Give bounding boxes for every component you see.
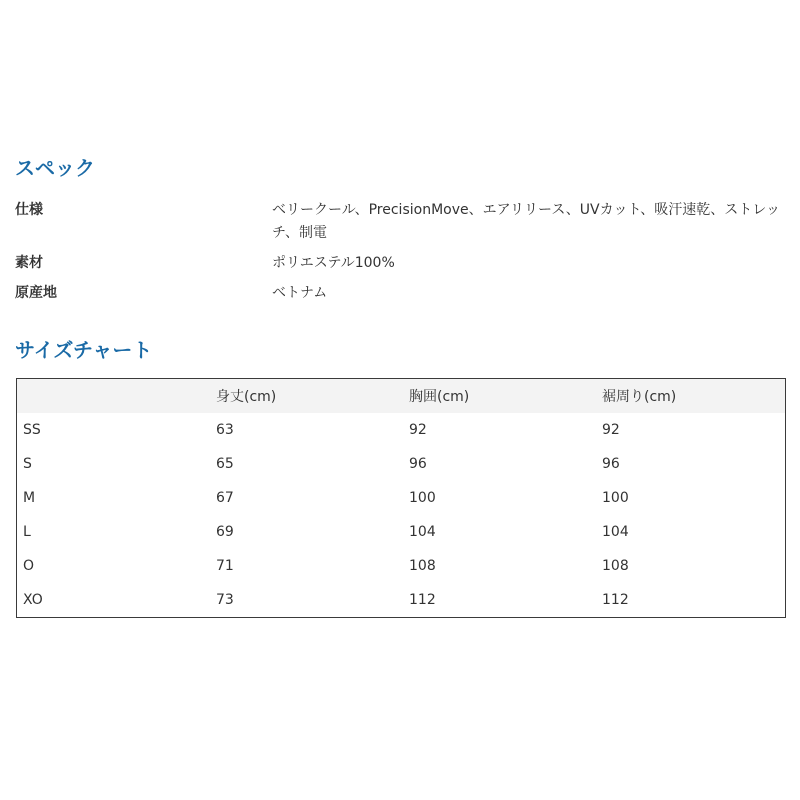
table-cell: 67 xyxy=(216,490,234,506)
spec-value: ベリークール、PrecisionMove、エアリリース、UVカット、吸汗速乾、ストレッチ、制電 xyxy=(272,202,781,241)
table-cell: 69 xyxy=(216,524,234,540)
table-row xyxy=(17,447,785,481)
spec-label: 仕様 xyxy=(15,202,43,218)
table-header-cell: 身丈(cm) xyxy=(216,389,277,405)
table-cell: 65 xyxy=(216,456,234,472)
table-cell: 71 xyxy=(216,558,234,574)
size-chart-heading: サイズチャート xyxy=(15,338,153,362)
table-header-cell: 胸囲(cm) xyxy=(409,389,470,405)
table-cell: S xyxy=(23,456,32,472)
size-chart-table xyxy=(16,378,786,618)
table-cell: 63 xyxy=(216,422,234,438)
table-header-cell: 裾周り(cm) xyxy=(602,389,677,405)
table-cell: 73 xyxy=(216,592,234,608)
spec-value: ポリエステル100% xyxy=(272,255,395,271)
spec-label: 素材 xyxy=(15,255,43,271)
table-row xyxy=(17,549,785,583)
table-cell: 108 xyxy=(409,558,436,574)
spec-value: ベトナム xyxy=(272,285,328,301)
table-cell: 100 xyxy=(602,490,629,506)
table-cell: 96 xyxy=(409,456,427,472)
table-cell: XO xyxy=(23,592,43,608)
spec-label: 原産地 xyxy=(15,285,57,301)
table-cell: L xyxy=(23,524,31,540)
spec-heading: スペック xyxy=(15,156,95,180)
table-header-row xyxy=(17,379,785,413)
table-header-cell xyxy=(17,379,210,413)
table-row xyxy=(17,583,785,617)
table-cell: M xyxy=(23,490,36,506)
table-cell: 108 xyxy=(602,558,629,574)
table-cell: O xyxy=(23,558,35,574)
table-cell: 104 xyxy=(602,524,629,540)
table-cell: 112 xyxy=(602,592,629,608)
table-cell: 104 xyxy=(409,524,436,540)
table-row xyxy=(17,481,785,515)
table-row xyxy=(17,413,785,447)
table-cell: 100 xyxy=(409,490,436,506)
table-cell: SS xyxy=(23,422,41,438)
table-cell: 92 xyxy=(409,422,427,438)
table-cell: 96 xyxy=(602,456,620,472)
table-cell: 92 xyxy=(602,422,620,438)
table-row xyxy=(17,515,785,549)
table-cell: 112 xyxy=(409,592,436,608)
